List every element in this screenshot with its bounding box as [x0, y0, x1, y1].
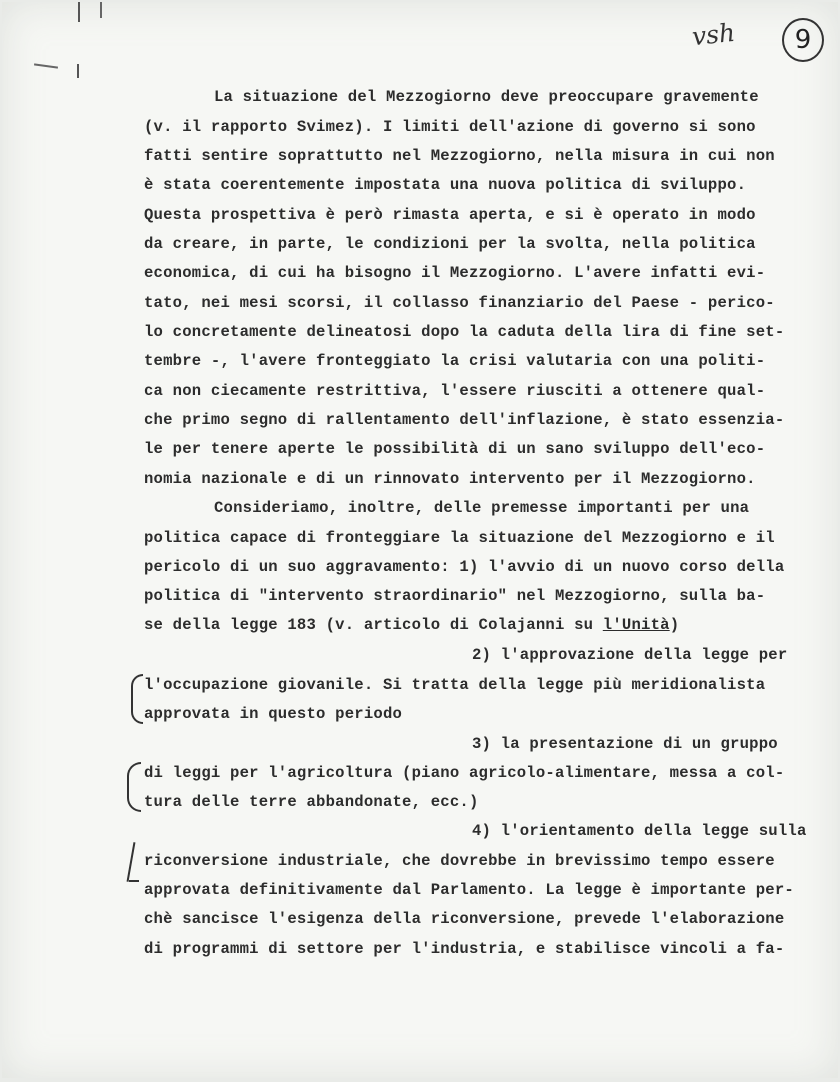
margin-mark: [78, 2, 80, 22]
text-line: tembre -, l'avere fronteggiato la crisi valutaria con una politi-: [144, 352, 766, 370]
text-line: Questa prospettiva è però rimasta aperta, e si è operato in modo: [144, 206, 756, 224]
text-line: politica di "intervento straordinario" nel Mezzogiorno, sulla ba-: [144, 587, 766, 605]
list-item-number: 4) l'orientamento della legge sulla: [472, 822, 807, 840]
margin-mark: [100, 2, 102, 18]
text-line: lo concretamente delineatosi dopo la caduta della lira di fine set-: [144, 323, 785, 341]
text-line: [144, 616, 679, 634]
margin-bracket: [131, 674, 143, 724]
text-line: politica capace di fronteggiare la situazione del Mezzogiorno e il: [144, 529, 775, 547]
text-line: chè sancisce l'esigenza della riconversione, prevede l'elaborazione: [144, 910, 785, 928]
text-line: di leggi per l'agricoltura (piano agricolo-alimentare, messa a col-: [144, 764, 785, 782]
margin-bracket: [127, 762, 141, 812]
text-line: Consideriamo, inoltre, delle premesse importanti per una: [214, 499, 750, 517]
text-line: tura delle terre abbandonate, ecc.): [144, 793, 479, 811]
handwritten-note: vsh: [690, 17, 737, 52]
text-line: La situazione del Mezzogiorno deve preoccupare gravemente: [214, 88, 759, 106]
document-page: [2, 2, 838, 1078]
text-line: ca non ciecamente restrittiva, l'essere riusciti a ottenere qual-: [144, 382, 766, 400]
text-line: da creare, in parte, le condizioni per la svolta, nella politica: [144, 235, 756, 253]
text-line: (v. il rapporto Svimez). I limiti dell'azione di governo si sono: [144, 118, 756, 136]
text-line: economica, di cui ha bisogno il Mezzogiorno. L'avere infatti evi-: [144, 264, 766, 282]
margin-bracket: [127, 842, 136, 882]
underlined-reference: l'Unità: [602, 616, 670, 634]
text-line: pericolo di un suo aggravamento: 1) l'avvio di un nuovo corso della: [144, 558, 785, 576]
list-item-number: 3) la presentazione di un gruppo: [472, 735, 778, 753]
list-item-number: 2) l'approvazione della legge per: [472, 646, 788, 664]
text-line: tato, nei mesi scorsi, il collasso finanziario del Paese - perico-: [144, 294, 775, 312]
page-number: 9: [782, 18, 824, 62]
text-line: le per tenere aperte le possibilità di un sano sviluppo dell'eco-: [144, 440, 766, 458]
text-line: approvata in questo periodo: [144, 705, 403, 723]
text-line: nomia nazionale e di un rinnovato intervento per il Mezzogiorno.: [144, 470, 756, 488]
margin-mark: [77, 64, 79, 78]
margin-bracket: [129, 880, 139, 882]
text-line: è stata coerentemente impostata una nuova politica di sviluppo.: [144, 176, 747, 194]
text-segment: se della legge 183 (v. articolo di Colajanni su: [144, 616, 603, 634]
margin-mark: [34, 63, 58, 68]
text-line: che primo segno di rallentamento dell'inflazione, è stato essenzia-: [144, 411, 785, 429]
text-line: fatti sentire soprattutto nel Mezzogiorno, nella misura in cui non: [144, 147, 775, 165]
text-line: l'occupazione giovanile. Si tratta della legge più meridionalista: [144, 676, 766, 694]
text-line: approvata definitivamente dal Parlamento. La legge è importante per-: [144, 881, 794, 899]
text-segment: ): [669, 616, 680, 634]
text-line: di programmi di settore per l'industria, e stabilisce vincoli a fa-: [144, 940, 785, 958]
text-line: riconversione industriale, che dovrebbe in brevissimo tempo essere: [144, 852, 775, 870]
